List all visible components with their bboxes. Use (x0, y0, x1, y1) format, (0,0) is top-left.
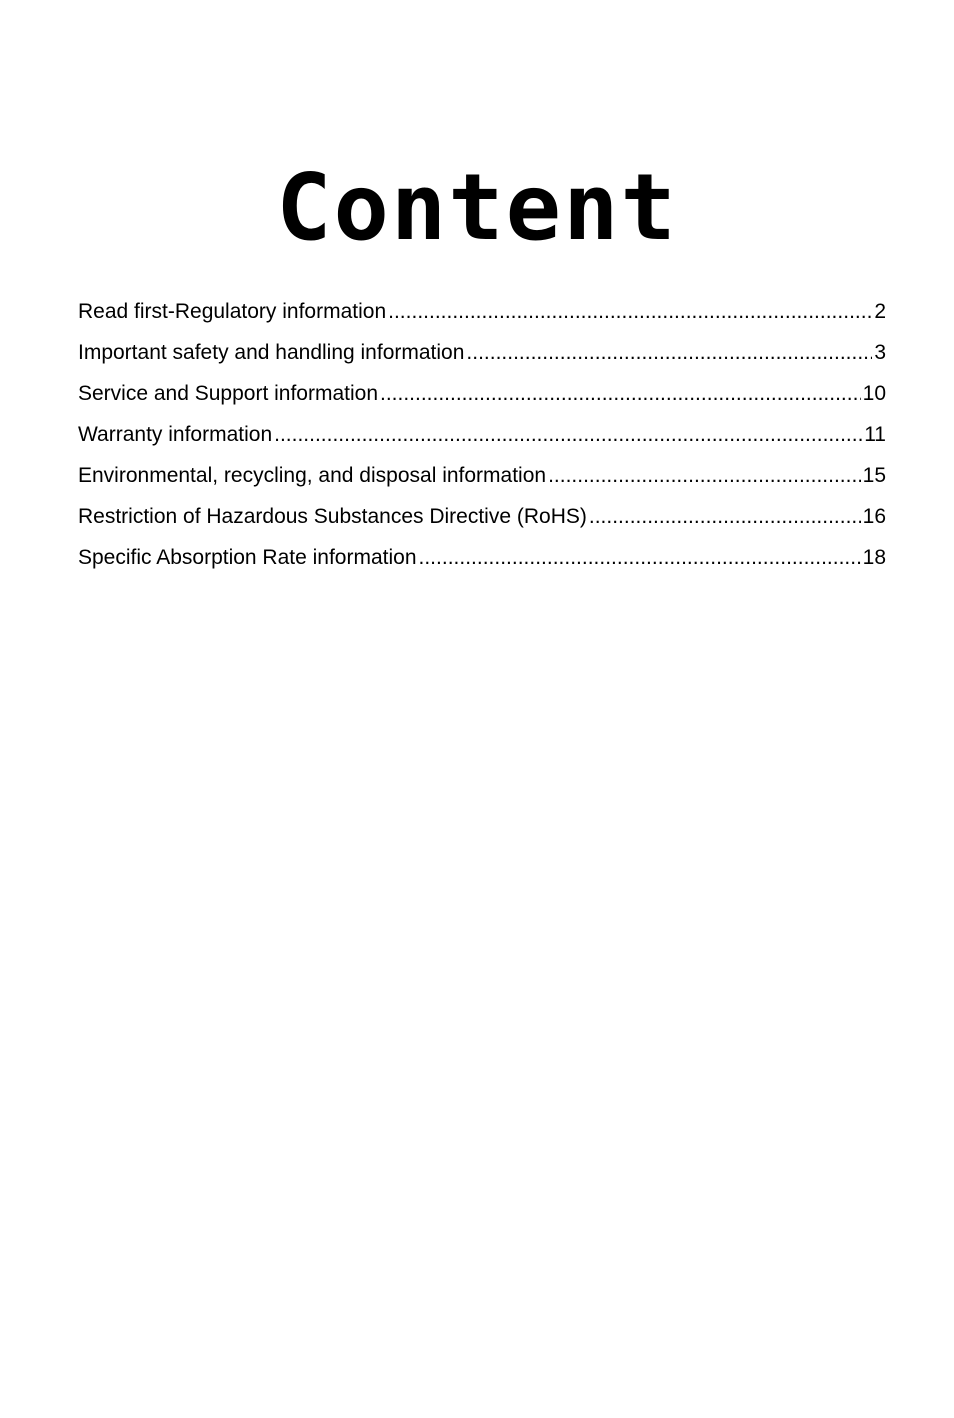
table-of-contents (78, 295, 886, 582)
toc-entry-warranty[interactable] (78, 418, 886, 459)
toc-dot-leader (274, 418, 862, 452)
toc-entry-label: Environmental, recycling, and disposal information (78, 464, 547, 487)
toc-entry-label: Read first-Regulatory information (78, 300, 387, 323)
toc-dot-leader (380, 377, 861, 411)
toc-page-number: 10 (862, 382, 886, 405)
toc-dot-leader (388, 295, 872, 329)
toc-entry-rohs[interactable] (78, 500, 886, 541)
toc-entry-safety[interactable] (78, 336, 886, 377)
toc-dot-leader (419, 541, 861, 575)
toc-entry-label: Service and Support information (78, 382, 378, 405)
toc-dot-leader (589, 500, 861, 534)
toc-entry-label: Specific Absorption Rate information (78, 546, 417, 569)
toc-entry-label: Warranty information (78, 423, 273, 446)
toc-page-number: 11 (864, 423, 886, 446)
toc-page-number: 2 (874, 300, 886, 323)
toc-entry-regulatory[interactable] (78, 295, 886, 336)
page-title: Content (276, 154, 678, 261)
toc-entry-environmental[interactable] (78, 459, 886, 500)
toc-page-number: 15 (862, 464, 886, 487)
toc-entry-label: Important safety and handling information (78, 341, 465, 364)
toc-entry-service[interactable] (78, 377, 886, 418)
toc-entry-sar[interactable] (78, 541, 886, 582)
toc-dot-leader (466, 336, 872, 370)
toc-entry-label: Restriction of Hazardous Substances Directive (RoHS) (78, 505, 587, 528)
toc-dot-leader (548, 459, 861, 493)
toc-page-number: 18 (862, 546, 886, 569)
toc-page-number: 16 (862, 505, 886, 528)
toc-page-number: 3 (874, 341, 886, 364)
